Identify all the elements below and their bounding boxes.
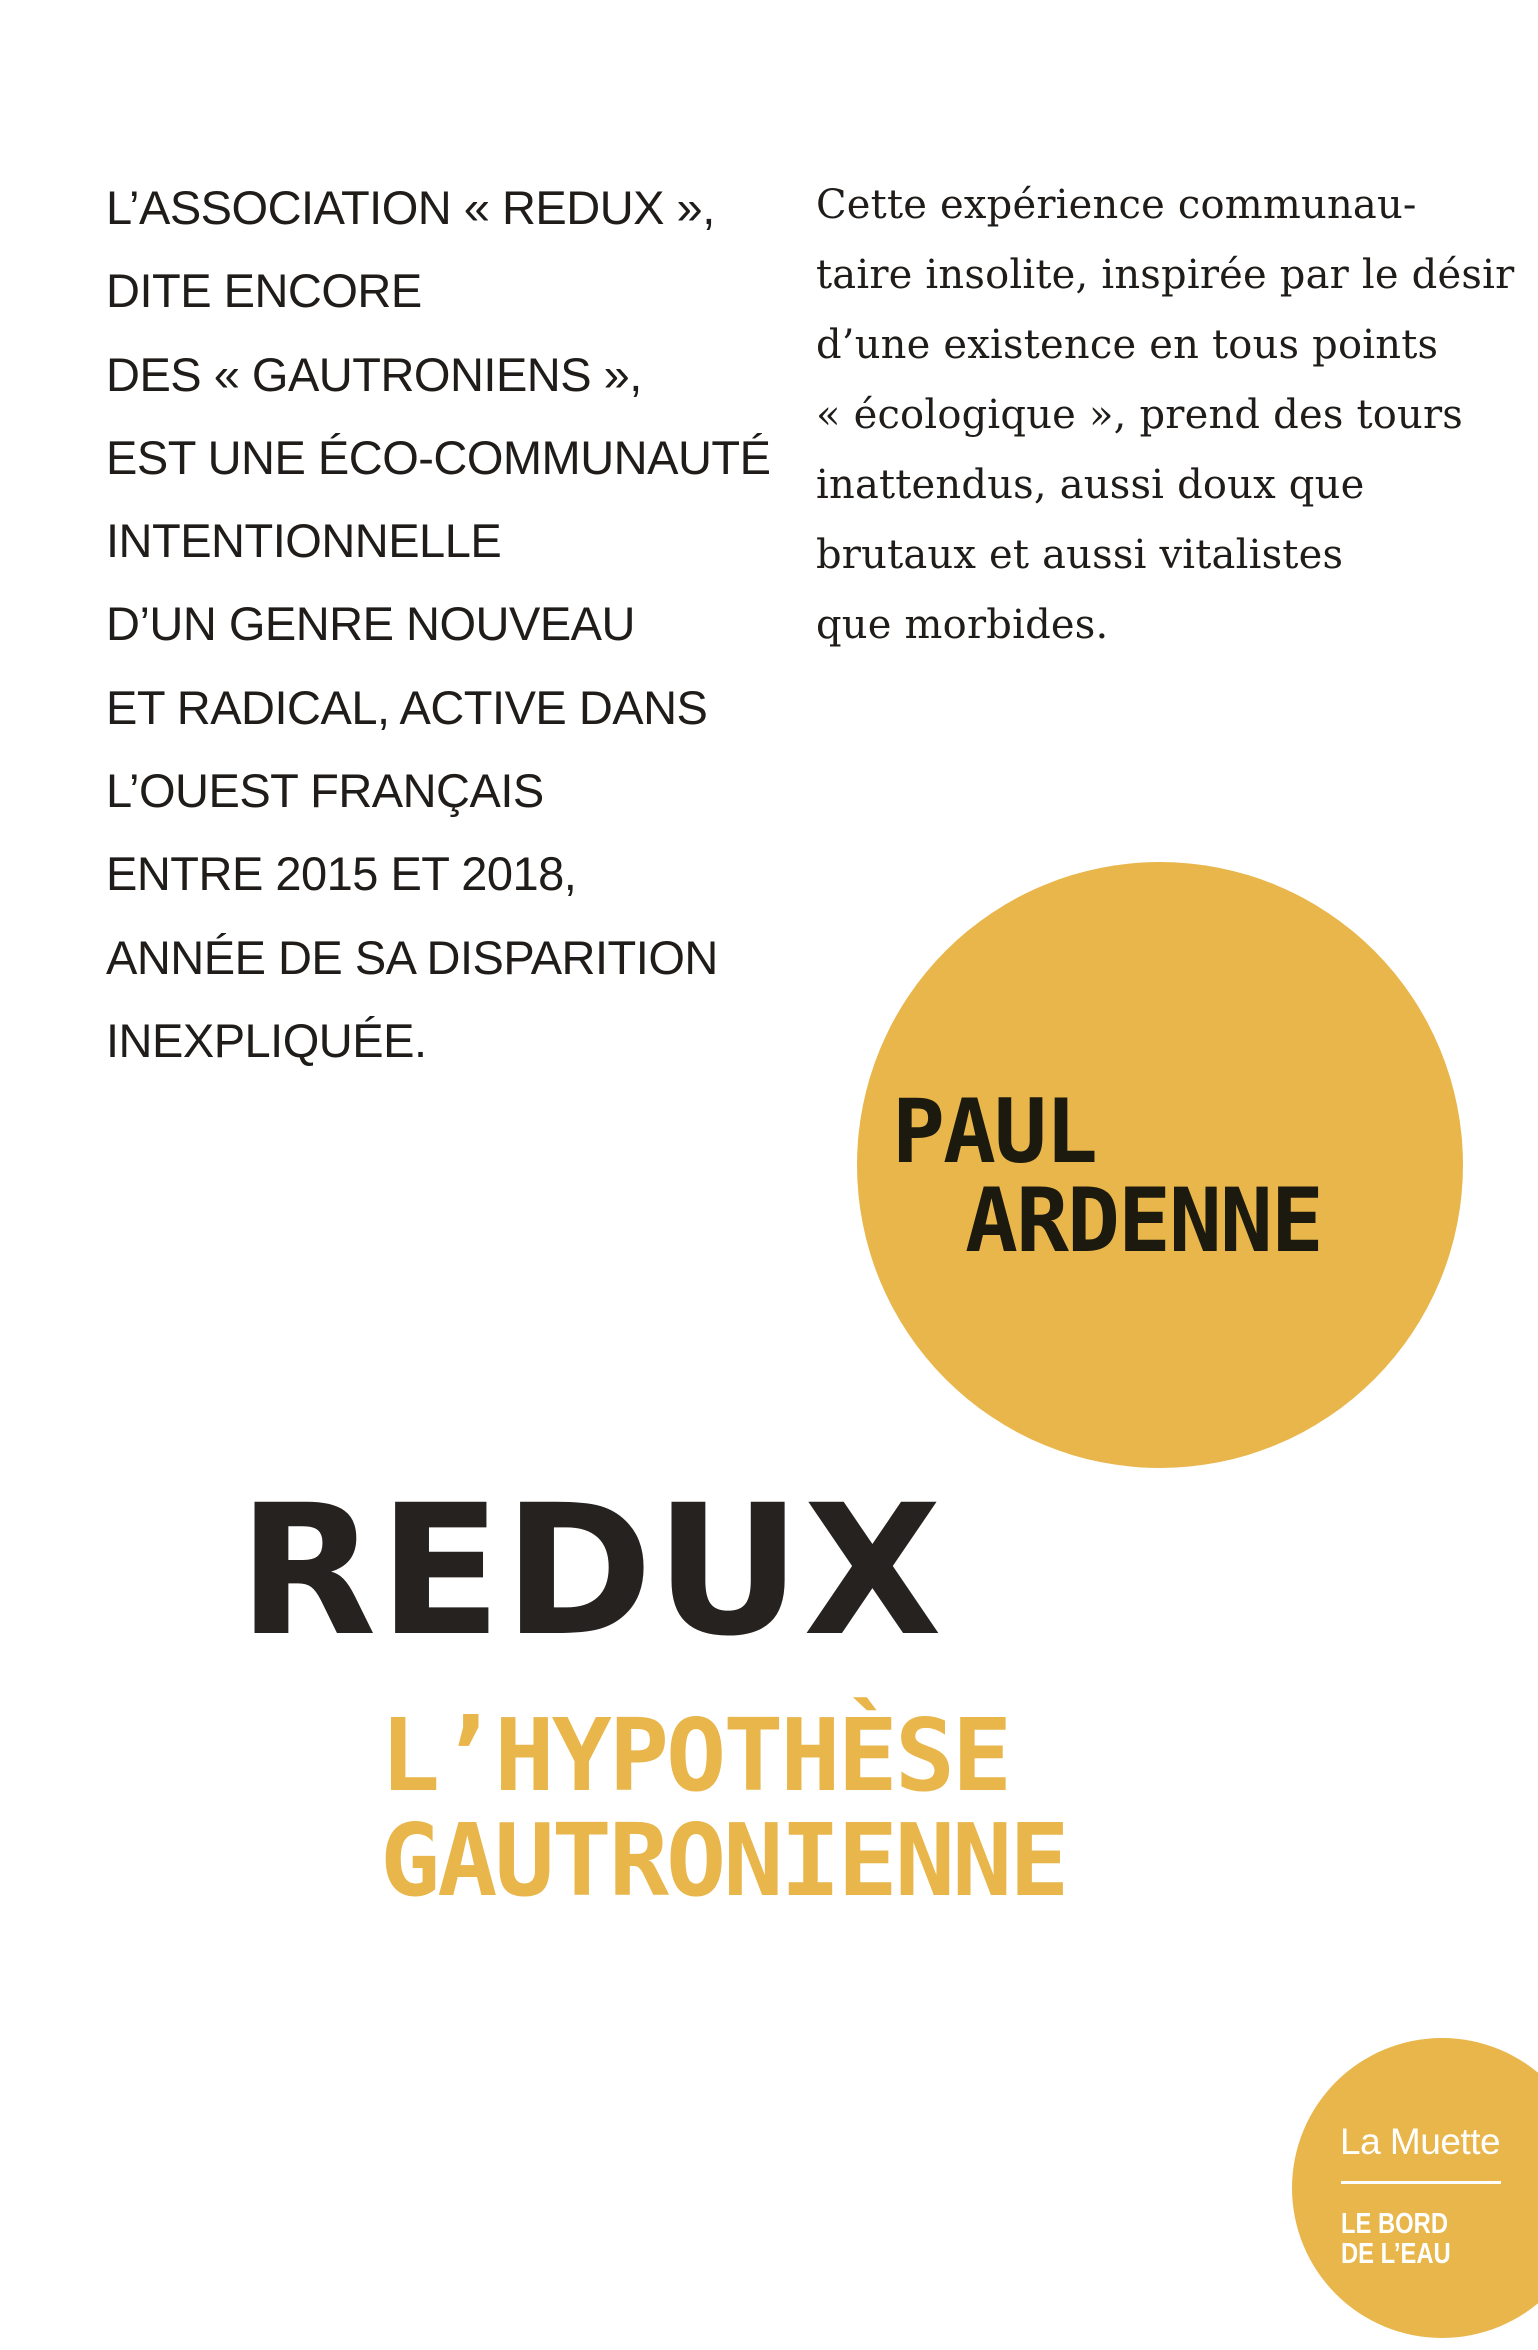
blurb-caps-line: INEXPLIQUÉE. [106, 1013, 427, 1067]
blurb-caps-line: ENTRE 2015 ET 2018, [106, 847, 577, 901]
author-last-name: ARDENNE [965, 1169, 1322, 1272]
blurb-caps-line: L’OUEST FRANÇAIS [106, 764, 544, 818]
blurb-caps [106, 166, 770, 1082]
blurb-serif-line: « écologique », prend des tours [816, 392, 1464, 438]
blurb-caps-line: L’ASSOCIATION « REDUX », [106, 181, 715, 234]
blurb-caps-line: DES « GAUTRONIENS », [106, 347, 642, 401]
blurb-caps-line: EST UNE ÉCO-COMMUNAUTÉ [106, 430, 771, 484]
blurb-serif-line: brutaux et aussi vitalistes [816, 532, 1344, 578]
publisher-divider [1341, 2181, 1501, 2184]
blurb-serif-line: d’une existence en tous points [816, 322, 1439, 368]
blurb-serif-line: que morbides. [816, 602, 1109, 648]
book-subtitle-line-1: L’HYPOTHÈSE [380, 1697, 1010, 1814]
blurb-serif-line: taire insolite, inspirée par le désir [816, 252, 1515, 298]
blurb-caps-line: ET RADICAL, ACTIVE DANS [106, 680, 708, 734]
blurb-serif-line: inattendus, aussi doux que [816, 462, 1365, 508]
publisher-imprint-line-1: LE BORD [1341, 2208, 1449, 2240]
book-title: REDUX [238, 1467, 944, 1676]
blurb-caps-line: DITE ENCORE [106, 264, 422, 318]
publisher-disc [1292, 2038, 1538, 2338]
publisher-name: La Muette [1340, 2121, 1501, 2162]
publisher-imprint-line-2: DE L’EAU [1341, 2238, 1451, 2270]
blurb-caps-line: D’UN GENRE NOUVEAU [106, 597, 635, 651]
blurb-caps-line: ANNÉE DE SA DISPARITION [106, 930, 718, 984]
book-subtitle-line-2: GAUTRONIENNE [380, 1802, 1067, 1919]
blurb-caps-line: INTENTIONNELLE [106, 514, 502, 568]
author-first-name: PAUL [892, 1080, 1096, 1183]
blurb-serif-line: Cette expérience communau- [816, 182, 1417, 228]
blurb-serif [816, 170, 1514, 660]
